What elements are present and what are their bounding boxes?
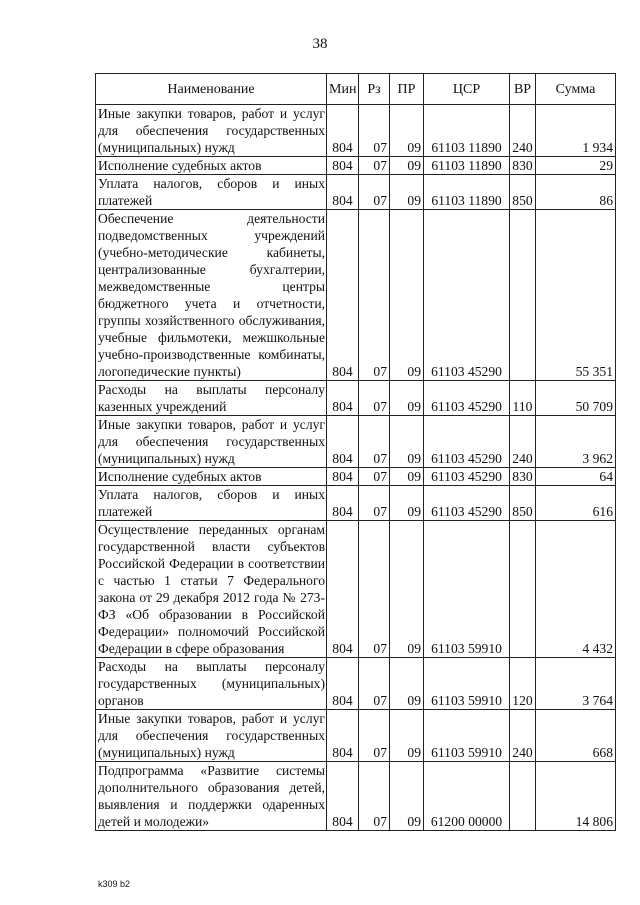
row-pr: 09 (390, 762, 424, 831)
row-pr: 09 (390, 486, 424, 521)
row-rz: 07 (359, 105, 390, 157)
row-vr (510, 210, 536, 381)
table-row (96, 175, 616, 210)
row-name: Иные закупки товаров, работ и услуг для обеспечения государственных (муниципальных) нужд (96, 416, 327, 468)
header-csr: ЦСР (424, 74, 510, 105)
header-min: Мин (327, 74, 359, 105)
row-sum: 4 432 (536, 521, 616, 658)
row-sum: 1 934 (536, 105, 616, 157)
row-sum: 50 709 (536, 381, 616, 416)
row-name: Иные закупки товаров, работ и услуг для обеспечения государственных (муниципальных) нужд (96, 710, 327, 762)
table-row (96, 210, 616, 381)
row-rz: 07 (359, 486, 390, 521)
row-name: Обеспечение деятельности подведомственных учреждений (учебно-методические кабинеты, централизованные бухгалтерии, межведомственные центры бюджетного учета и отчетности, группы хозяйственного обслуживания, учебные фильмотеки, межшкольные учебно-производственные комбинаты, логопедические пункты) (96, 210, 327, 381)
row-vr: 240 (510, 105, 536, 157)
table-row (96, 157, 616, 175)
row-csr: 61103 59910 (424, 658, 510, 710)
row-pr: 09 (390, 381, 424, 416)
row-rz: 07 (359, 210, 390, 381)
row-rz: 07 (359, 762, 390, 831)
row-csr: 61103 11890 (424, 105, 510, 157)
row-name: Иные закупки товаров, работ и услуг для обеспечения государственных (муниципальных) нужд (96, 105, 327, 157)
row-pr: 09 (390, 521, 424, 658)
row-rz: 07 (359, 710, 390, 762)
row-name: Расходы на выплаты персоналу казенных учреждений (96, 381, 327, 416)
row-csr: 61103 45290 (424, 210, 510, 381)
row-min: 804 (327, 468, 359, 486)
header-vr: ВР (510, 74, 536, 105)
row-min: 804 (327, 105, 359, 157)
row-csr: 61103 45290 (424, 381, 510, 416)
row-vr (510, 762, 536, 831)
budget-table (95, 73, 616, 831)
table-header-row (96, 74, 616, 105)
page-number: 38 (312, 36, 328, 52)
row-min: 804 (327, 210, 359, 381)
row-vr: 240 (510, 710, 536, 762)
table-row (96, 486, 616, 521)
row-pr: 09 (390, 468, 424, 486)
row-name: Исполнение судебных актов (96, 157, 327, 175)
row-pr: 09 (390, 710, 424, 762)
row-name: Подпрограмма «Развитие системы дополнительного образования детей, выявления и поддержки одаренных детей и молодежи» (96, 762, 327, 831)
row-vr: 830 (510, 468, 536, 486)
row-sum: 616 (536, 486, 616, 521)
row-rz: 07 (359, 416, 390, 468)
row-min: 804 (327, 175, 359, 210)
header-name: Наименование (96, 74, 327, 105)
row-vr: 110 (510, 381, 536, 416)
row-pr: 09 (390, 175, 424, 210)
row-sum: 86 (536, 175, 616, 210)
row-vr (510, 521, 536, 658)
table-row (96, 710, 616, 762)
row-pr: 09 (390, 210, 424, 381)
row-sum: 3 764 (536, 658, 616, 710)
row-name: Уплата налогов, сборов и иных платежей (96, 175, 327, 210)
header-rz: Рз (359, 74, 390, 105)
row-sum: 14 806 (536, 762, 616, 831)
row-csr: 61103 45290 (424, 468, 510, 486)
row-pr: 09 (390, 157, 424, 175)
row-sum: 64 (536, 468, 616, 486)
row-name: Уплата налогов, сборов и иных платежей (96, 486, 327, 521)
table-row (96, 658, 616, 710)
row-pr: 09 (390, 105, 424, 157)
table-row (96, 105, 616, 157)
row-csr: 61200 00000 (424, 762, 510, 831)
table-row (96, 416, 616, 468)
row-csr: 61103 11890 (424, 157, 510, 175)
table-row (96, 468, 616, 486)
row-sum: 668 (536, 710, 616, 762)
table-row (96, 762, 616, 831)
row-name: Расходы на выплаты персоналу государственных (муниципальных) органов (96, 658, 327, 710)
row-csr: 61103 45290 (424, 486, 510, 521)
row-rz: 07 (359, 175, 390, 210)
row-pr: 09 (390, 658, 424, 710)
row-vr: 850 (510, 175, 536, 210)
row-csr: 61103 59910 (424, 710, 510, 762)
row-vr: 830 (510, 157, 536, 175)
row-min: 804 (327, 381, 359, 416)
header-sum: Сумма (536, 74, 616, 105)
row-rz: 07 (359, 468, 390, 486)
row-sum: 29 (536, 157, 616, 175)
document-code: k309 b2 (98, 879, 131, 889)
header-pr: ПР (390, 74, 424, 105)
row-min: 804 (327, 486, 359, 521)
table-row (96, 381, 616, 416)
row-csr: 61103 45290 (424, 416, 510, 468)
row-min: 804 (327, 658, 359, 710)
row-csr: 61103 11890 (424, 175, 510, 210)
row-name: Исполнение судебных актов (96, 468, 327, 486)
row-min: 804 (327, 710, 359, 762)
row-vr: 850 (510, 486, 536, 521)
row-rz: 07 (359, 157, 390, 175)
row-min: 804 (327, 521, 359, 658)
row-min: 804 (327, 416, 359, 468)
row-min: 804 (327, 157, 359, 175)
row-rz: 07 (359, 381, 390, 416)
row-sum: 3 962 (536, 416, 616, 468)
row-sum: 55 351 (536, 210, 616, 381)
row-vr: 120 (510, 658, 536, 710)
row-min: 804 (327, 762, 359, 831)
row-csr: 61103 59910 (424, 521, 510, 658)
table-row (96, 521, 616, 658)
row-rz: 07 (359, 658, 390, 710)
row-name: Осуществление переданных органам государственной власти субъектов Российской Федерации в соответствии с частью 1 статьи 7 Федерального закона от 29 декабря 2012 года № 273-ФЗ «Об образовании в Российской Федерации» полномочий Российской Федерации в сфере образования (96, 521, 327, 658)
row-pr: 09 (390, 416, 424, 468)
row-rz: 07 (359, 521, 390, 658)
row-vr: 240 (510, 416, 536, 468)
